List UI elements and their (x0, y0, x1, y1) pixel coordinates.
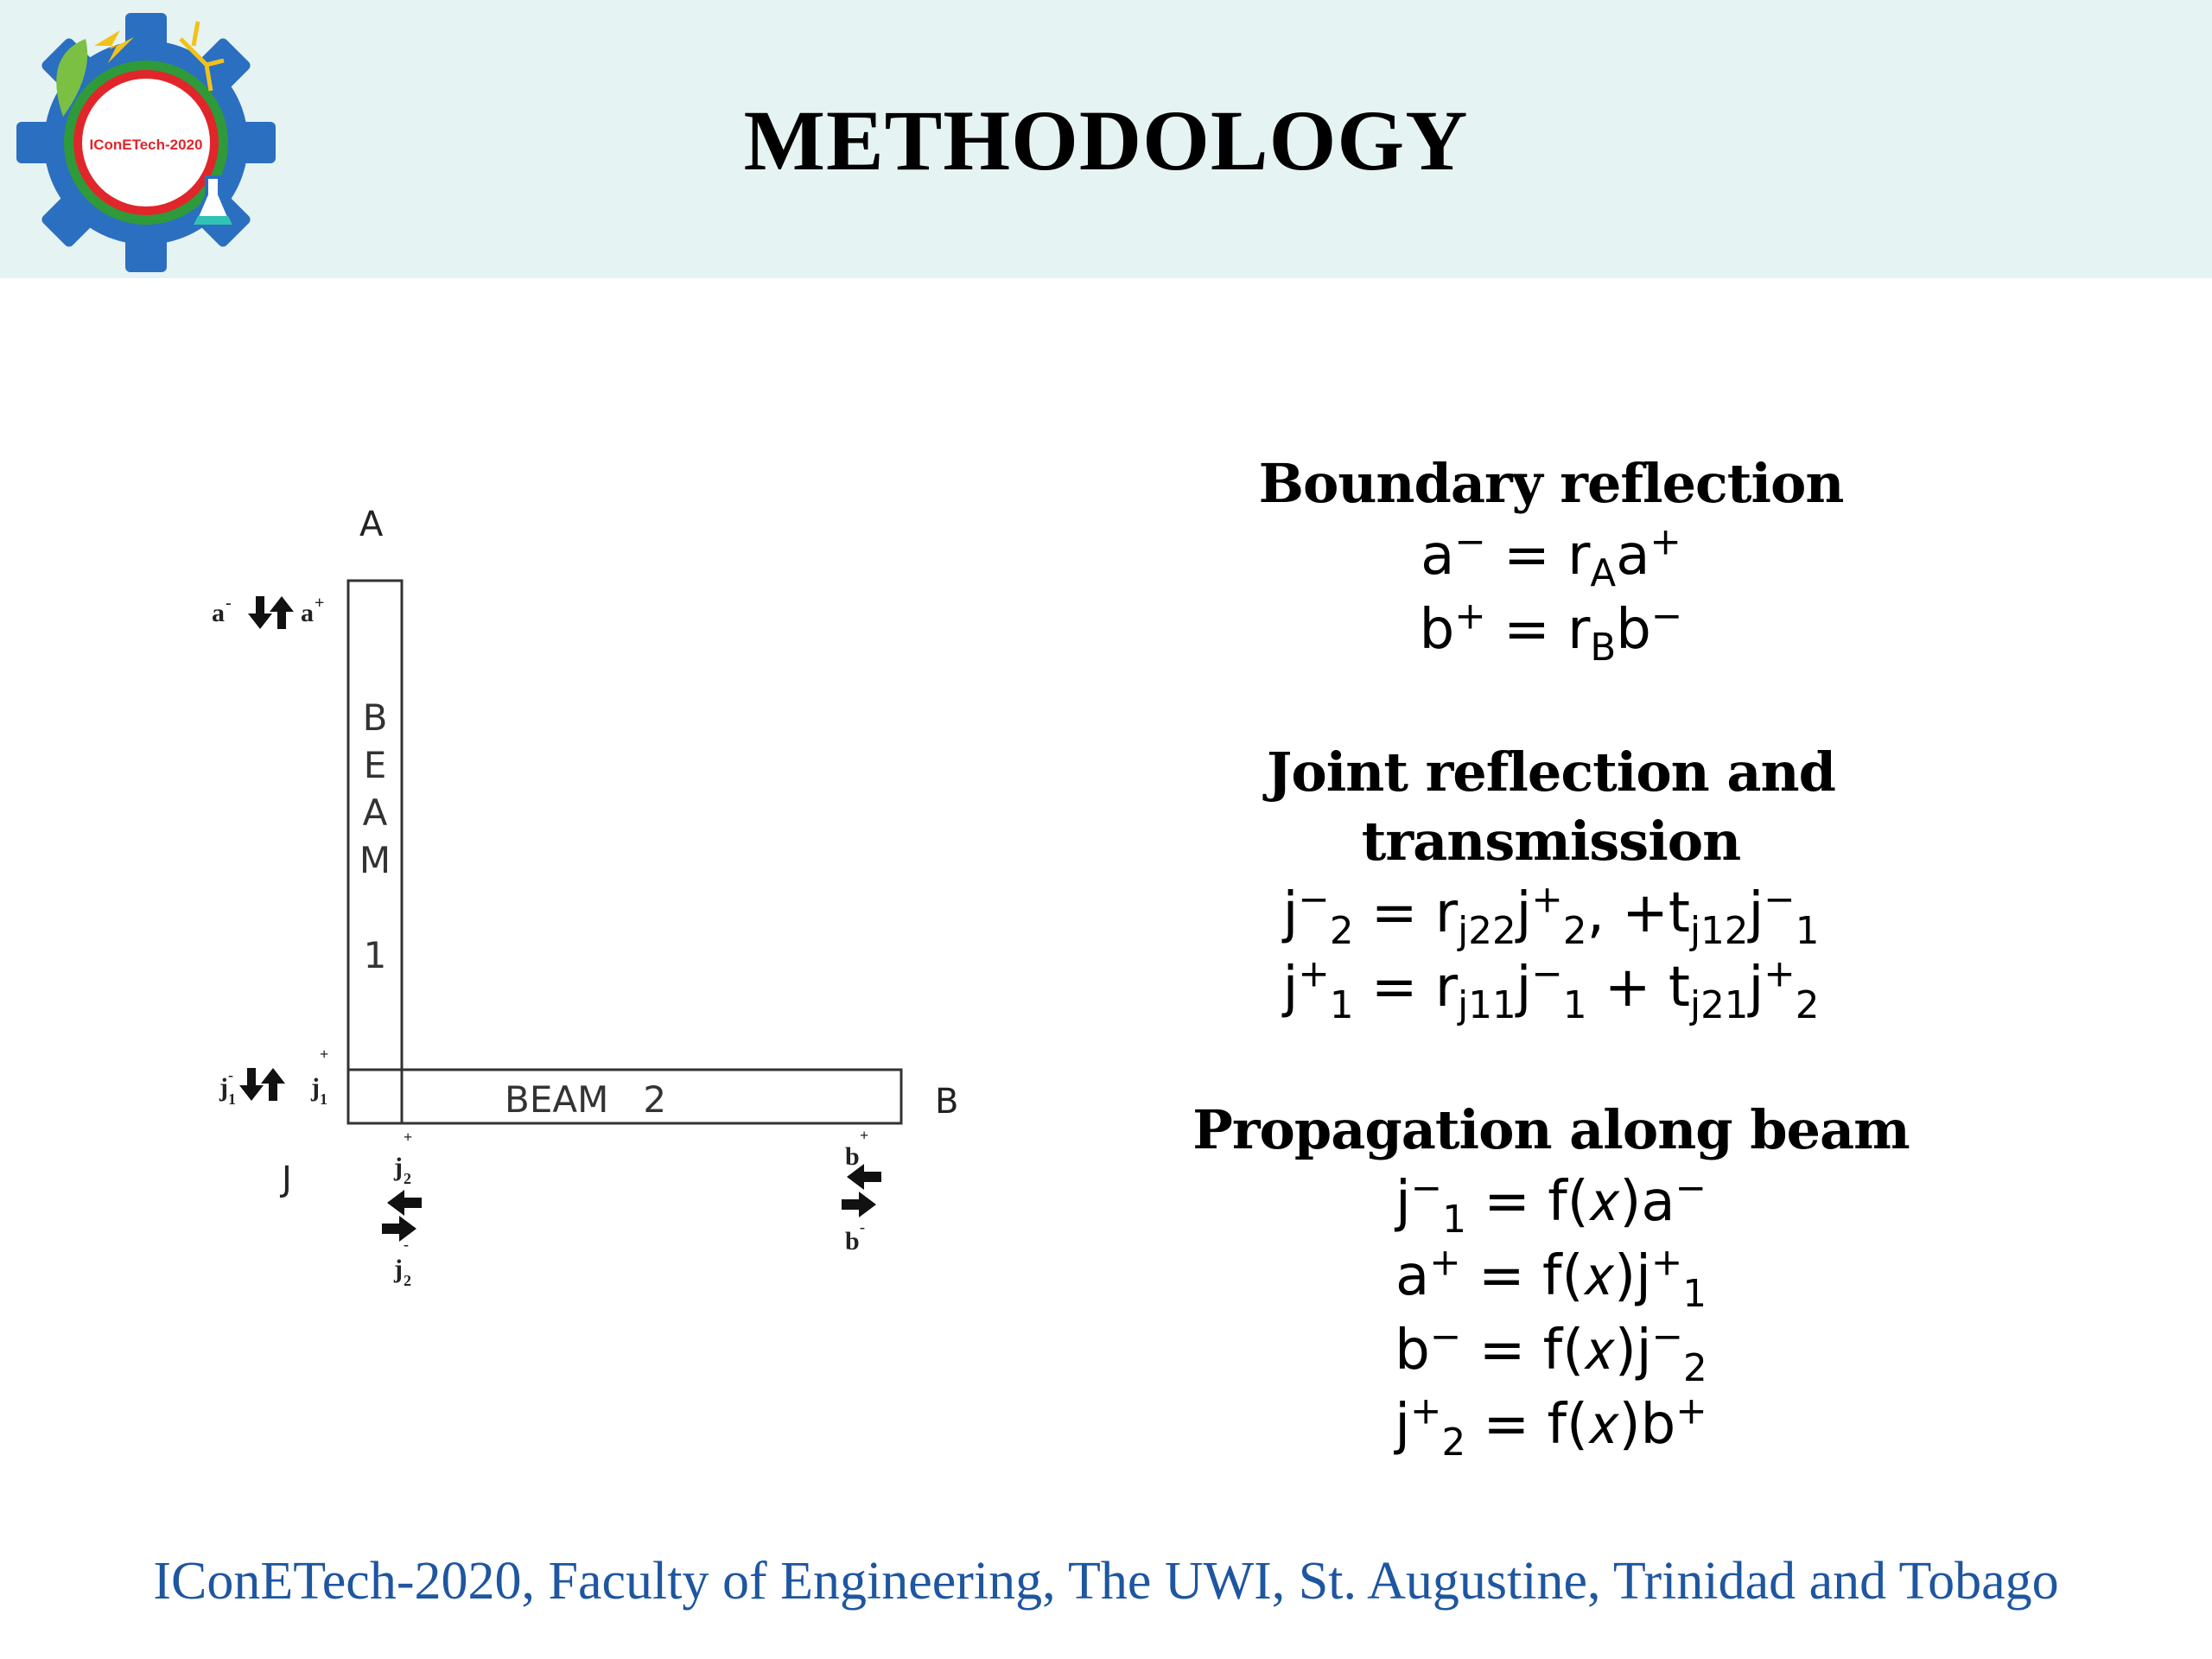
wave-j2-minus-sub: 2 (404, 1272, 411, 1289)
page-title: METHODOLOGY (743, 92, 1469, 188)
eq-term: f(𝑥) (1547, 1393, 1641, 1457)
eq-sign: = (1353, 956, 1435, 1020)
wave-b-arrows (842, 1127, 881, 1255)
eq-sub: 2 (1562, 909, 1587, 953)
eq-sign: = (1485, 524, 1568, 588)
equation-j2-minus (1089, 876, 2013, 953)
point-a-label: A (359, 505, 384, 544)
eq-term: r (1434, 956, 1459, 1020)
point-b-label: B (935, 1082, 959, 1122)
wave-b-right-arrow-icon (842, 1192, 876, 1217)
point-j-label: J (282, 1160, 292, 1199)
eq-sup: + (1410, 1389, 1442, 1433)
beam-2-label: BEAM 2 (505, 1078, 667, 1121)
eq-sub: 1 (1795, 909, 1820, 953)
eq-sub: j21 (1689, 983, 1749, 1027)
eq-sub: 1 (1682, 1272, 1707, 1316)
logo-text: IConETech-2020 (89, 137, 203, 153)
eq-term: r (1567, 524, 1591, 588)
equation-j1-plus (1089, 950, 2013, 1025)
eq-term: j (1748, 881, 1764, 945)
eq-sup: − (1650, 594, 1683, 639)
eq-sub: 2 (1441, 1421, 1466, 1465)
eq-sub: 1 (1329, 983, 1354, 1027)
eq-sup: − (1531, 952, 1563, 996)
eq-sub: j11 (1458, 983, 1516, 1027)
eq-sup: − (1410, 1166, 1443, 1211)
wave-j1-up-arrow-icon (261, 1068, 285, 1101)
equation-b-minus-prop (1089, 1313, 2013, 1388)
equation-j2-plus-prop (1089, 1388, 2013, 1465)
eq-term: t (1668, 956, 1690, 1020)
eq-sup: + (1454, 594, 1486, 639)
eq-term: a (1616, 524, 1650, 588)
equation-j1-minus-prop (1089, 1165, 2013, 1242)
eq-term: f(𝑥) (1542, 1319, 1637, 1382)
eq-sup: − (1675, 1166, 1707, 1211)
eq-term: j (1516, 956, 1532, 1020)
propagation-heading: Propagation along beam (1192, 1098, 1910, 1161)
eq-sub: 2 (1329, 909, 1354, 953)
wave-b-minus-sup: - (860, 1218, 865, 1236)
beam-1-number: 1 (363, 934, 387, 976)
eq-sup: + (1675, 1389, 1707, 1433)
wave-b-minus-label: b (845, 1227, 860, 1255)
wave-j2-arrows (382, 1128, 422, 1289)
eq-sign: = (1465, 1170, 1548, 1234)
wave-j2-plus-sup: + (404, 1128, 413, 1146)
wave-j1-minus-sub: 1 (228, 1090, 236, 1108)
beam-1-letter-b: B (362, 696, 388, 739)
wave-j2-minus-sup: - (404, 1236, 409, 1253)
eq-sup: + (1650, 1241, 1683, 1285)
eq-term: a (1395, 1244, 1430, 1308)
eq-term: j (1636, 1244, 1651, 1308)
beam-1-letter-m: M (359, 839, 391, 881)
wave-j2-plus-sub: 2 (404, 1170, 411, 1187)
wave-j1-plus-sub: 1 (320, 1090, 327, 1108)
footer-text: IConETech-2020, Faculty of Engineering, The UWI, St. Augustine, Trinidad and Tobago (153, 1552, 2059, 1611)
wave-a-down-arrow-icon (248, 596, 272, 629)
eq-sub: j22 (1458, 909, 1516, 953)
eq-sign: = (1485, 598, 1568, 662)
eq-term: j (1395, 1393, 1411, 1457)
eq-term: f(𝑥) (1541, 1244, 1637, 1308)
eq-sup: + (1298, 952, 1330, 996)
wave-j1-plus-sup: + (320, 1046, 329, 1063)
eq-sub: A (1590, 551, 1617, 595)
equation-b-plus (1089, 593, 2013, 670)
eq-sign: = (1353, 881, 1435, 945)
wave-b-plus-sup: + (860, 1127, 869, 1144)
eq-sup: − (1298, 878, 1330, 922)
wave-a-minus-sup: - (226, 594, 232, 613)
equation-a-minus (1089, 518, 2013, 593)
eq-sub: B (1590, 626, 1617, 670)
wave-a-minus-label: a (212, 599, 225, 627)
eq-sub: 1 (1562, 983, 1587, 1027)
wave-a-arrows (212, 594, 324, 629)
eq-sign: = (1460, 1244, 1542, 1308)
header-bar (0, 0, 2212, 278)
eq-term: b (1616, 598, 1651, 662)
eq-term: j (1636, 1319, 1652, 1382)
l-beam-diagram (190, 484, 1020, 1313)
wave-b-plus-label: b (845, 1142, 860, 1171)
eq-sup: − (1429, 1315, 1462, 1359)
equation-a-plus-prop (1089, 1239, 2013, 1316)
wave-a-up-arrow-icon (270, 596, 294, 629)
eq-sup: + (1531, 878, 1563, 922)
eq-term: b (1395, 1319, 1430, 1382)
wave-a-plus-sup: + (315, 594, 325, 613)
wave-j1-plus-label: j (311, 1073, 320, 1102)
eq-term: r (1567, 598, 1591, 662)
eq-sign: = (1461, 1319, 1543, 1382)
eq-term: f(𝑥) (1548, 1170, 1642, 1234)
wave-j1-down-arrow-icon (239, 1068, 264, 1101)
eq-term: j (1282, 956, 1299, 1020)
eq-sup: + (1649, 520, 1681, 564)
eq-term: a (1641, 1170, 1675, 1234)
eq-sign: = (1465, 1393, 1548, 1457)
eq-sup: − (1764, 878, 1796, 922)
boundary-reflection-heading: Boundary reflection (1258, 452, 1844, 515)
eq-term: b (1640, 1393, 1676, 1457)
wave-j1-minus-sup: - (228, 1066, 233, 1084)
eq-sub: 2 (1683, 1346, 1707, 1390)
eq-term: b (1419, 598, 1455, 662)
eq-sub: 2 (1795, 983, 1820, 1027)
eq-term: j (1395, 1170, 1411, 1234)
eq-term: j (1748, 956, 1764, 1020)
eq-op: + (1586, 956, 1669, 1020)
joint-reflection-heading: Joint reflection and transmission (1267, 741, 1835, 873)
wave-j1-minus-label: j (219, 1073, 228, 1102)
eq-term: r (1434, 881, 1459, 945)
eq-sup: + (1764, 952, 1796, 996)
eq-sup: − (1454, 520, 1486, 564)
beam-1-letter-e: E (363, 744, 387, 786)
eq-term: a (1421, 524, 1455, 588)
wave-j2-plus-label: j (394, 1153, 403, 1181)
eq-term: t (1668, 881, 1690, 945)
wave-j2-minus-label: j (394, 1255, 403, 1283)
beam-1-letter-a: A (362, 791, 388, 834)
eq-sub: 1 (1442, 1198, 1466, 1242)
eq-sup: − (1651, 1315, 1684, 1359)
wave-a-plus-label: a (301, 599, 314, 627)
eq-op: , + (1586, 881, 1669, 945)
eq-term: j (1282, 881, 1299, 945)
eq-sup: + (1429, 1241, 1461, 1285)
wave-j2-right-arrow-icon (382, 1216, 416, 1242)
wave-j2-left-arrow-icon (387, 1190, 422, 1216)
eq-sub: j12 (1689, 909, 1749, 953)
eq-term: j (1516, 881, 1532, 945)
wave-j1-arrows (219, 1046, 328, 1108)
equations-panel (1089, 449, 2013, 1465)
